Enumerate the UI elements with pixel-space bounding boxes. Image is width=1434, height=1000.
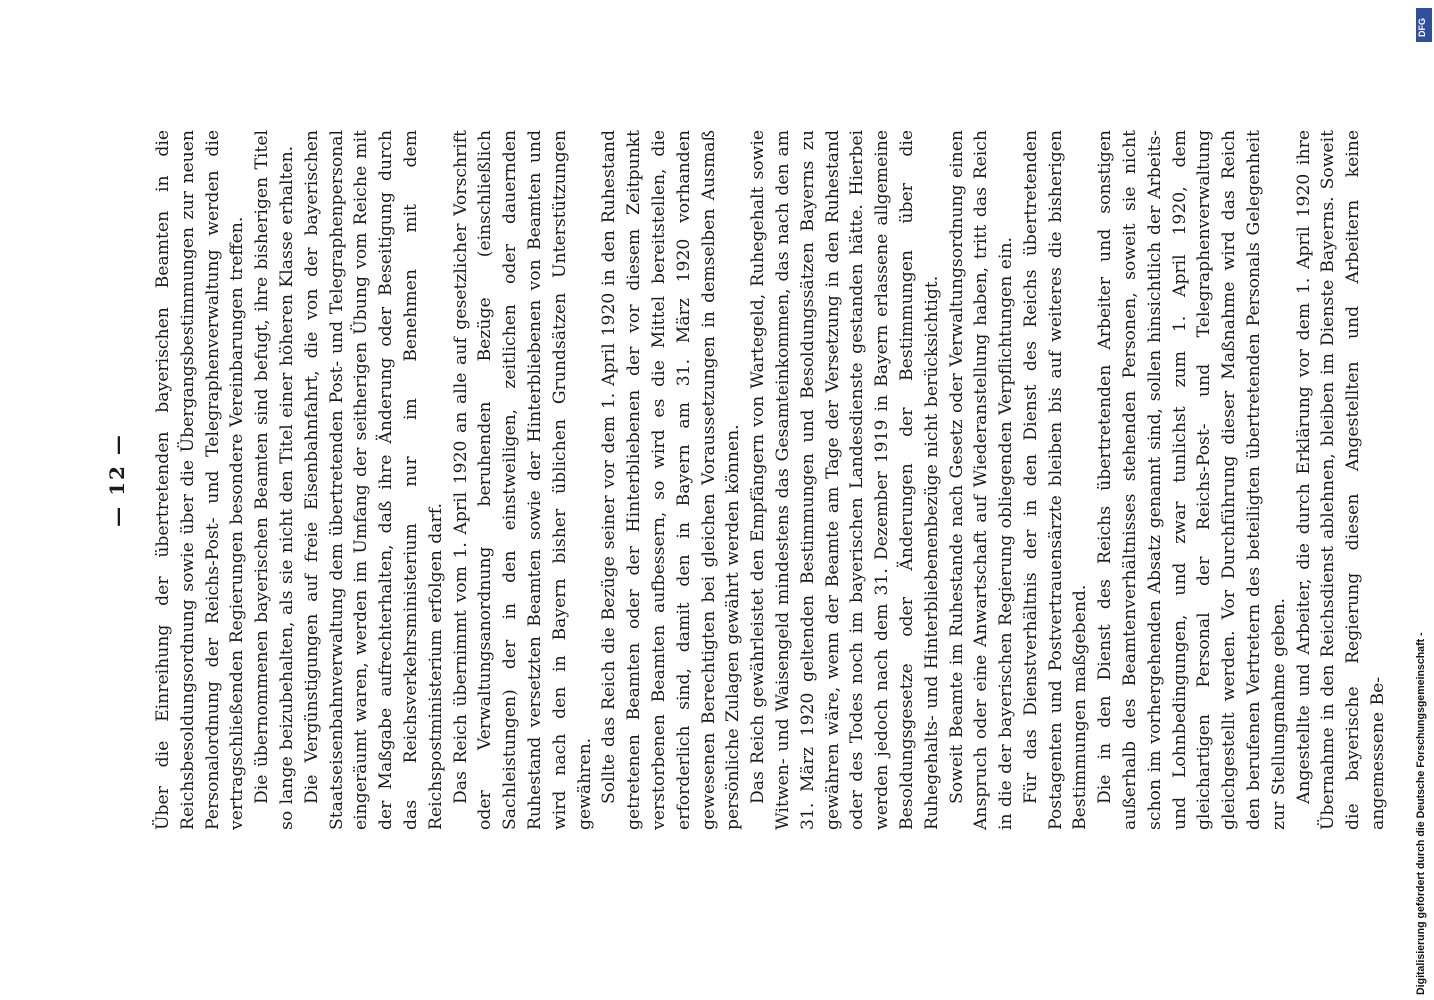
dfg-logo: [1416, 8, 1432, 42]
digitization-credit: Digitalisierung gefördert durch die Deutsche Forschungsgemeinschaft -: [1415, 632, 1427, 995]
paragraph: Die übernommenen bayerischen Beamten sind befugt, ihre bisherigen Titel so lange beizubehalten, als sie nicht den Titel einer höheren Klasse erhalten.: [252, 130, 297, 830]
paragraph: Sollte das Reich die Bezüge seiner vor dem 1. April 1920 in den Ruhestand getretenen Beamten oder der Hinterbliebenen der vor diesem Zeitpunkt verstorbenen Beamten aufbessern, so wird es die Mittel bereitstellen, die erforderlich sind, damit den in Bayern am 31. März 1920 vorhanden gewesenen Berechtigten bei gleichen Voraussetzungen in demselben Ausmaß persönliche Zulagen gewährt werden können.: [599, 130, 744, 830]
page-number: — 12 —: [105, 433, 129, 527]
body-text: [151, 130, 1391, 830]
paragraph: Über die Einreihung der übertretenden bayerischen Beamten in die Reichsbesoldungsordnung sowie über die Übergangsbestimmungen zur neuen Personalordnung der Reichs-Post- und Telegraphenverwaltung werden die vertragschließenden Regierungen besondere Vereinbarungen treffen.: [153, 130, 248, 830]
paragraph: Angestellte und Arbeiter, die durch Erklärung vor dem 1. April 1920 ihre Übernahme in den Reichsdienst ablehnen, bleiben im Dienste Bayerns. Soweit die bayerische Regierung diesen Angestellten und Arbeitern keine angemessene Be-: [1293, 130, 1389, 830]
paragraph: Das Reich gewährleistet den Empfängern von Wartegeld, Ruhegehalt sowie Witwen- und Waisengeld mindestens das Gesamteinkommen, das nach den am 31. März 1920 geltenden Bestimmungen und Besoldungssätzen Bayerns zu gewähren wäre, wenn der Beamte am Tage der Versetzung in den Ruhestand oder des Todes noch im bayerischen Landesdienste gestanden hätte. Hierbei werden jedoch nach dem 31. Dezember 1919 in Bayern erlassene allgemeine Besoldungsgesetze oder Änderungen der Bestimmungen über die Ruhegehalts- und Hinterbliebenenbezüge nicht berücksichtigt.: [748, 130, 942, 830]
paragraph: Soweit Beamte im Ruhestande nach Gesetz oder Verwaltungsordnung einen Anspruch oder eine Anwartschaft auf Wiederanstellung haben, tritt das Reich in die der bayerischen Regierung obliegenden Verpflichtungen ein.: [946, 130, 1017, 830]
document-page: [95, 130, 1389, 830]
paragraph: Für das Dienstverhältnis der in den Dienst des Reichs übertretenden Postagenten und Postvertrauensärzte bleiben bis auf weiteres die bisherigen Bestimmungen maßgebend.: [1020, 130, 1091, 830]
paragraph: Die in den Dienst des Reichs übertretenden Arbeiter und sonstigen außerhalb des Beamtenverhältnisses stehenden Personen, soweit sie nicht schon im vorhergehenden Absatz genannt sind, sollen hinsichtlich der Arbeits- und Lohnbedingungen, und zwar tunlichst zum 1. April 1920, dem gleichartigen Personal der Reichs-Post- und Telegraphenverwaltung gleichgestellt werden. Vor Durchführung dieser Maßnahme wird das Reich den berufenen Vertretern des beteiligten übertretenden Personals Gelegenheit zur Stellungnahme geben.: [1095, 130, 1289, 830]
paragraph: Die Vergünstigungen auf freie Eisenbahnfahrt, die von der bayerischen Staatseisenbahnverwaltung dem übertretenden Post- und Telegraphenpersonal eingeräumt waren, werden im Umfang der seitherigen Übung vom Reiche mit der Maßgabe aufrechterhalten, daß ihre Änderung oder Beseitigung durch das Reichsverkehrsministerium nur im Benehmen mit dem Reichspostministerium erfolgen darf.: [301, 130, 446, 830]
paragraph: Das Reich übernimmt vom 1. April 1920 an alle auf gesetzlicher Vorschrift oder Verwaltungsanordnung beruhenden Bezüge (einschließlich Sachleistungen) der in den einstweiligen, zeitlichen oder dauernden Ruhestand versetzten Beamten sowie der Hinterbliebenen von Beamten und wird nach den in Bayern bisher üblichen Grundsätzen Unterstützungen gewähren.: [450, 130, 595, 830]
dfg-logo-text: DFG: [1417, 18, 1427, 37]
